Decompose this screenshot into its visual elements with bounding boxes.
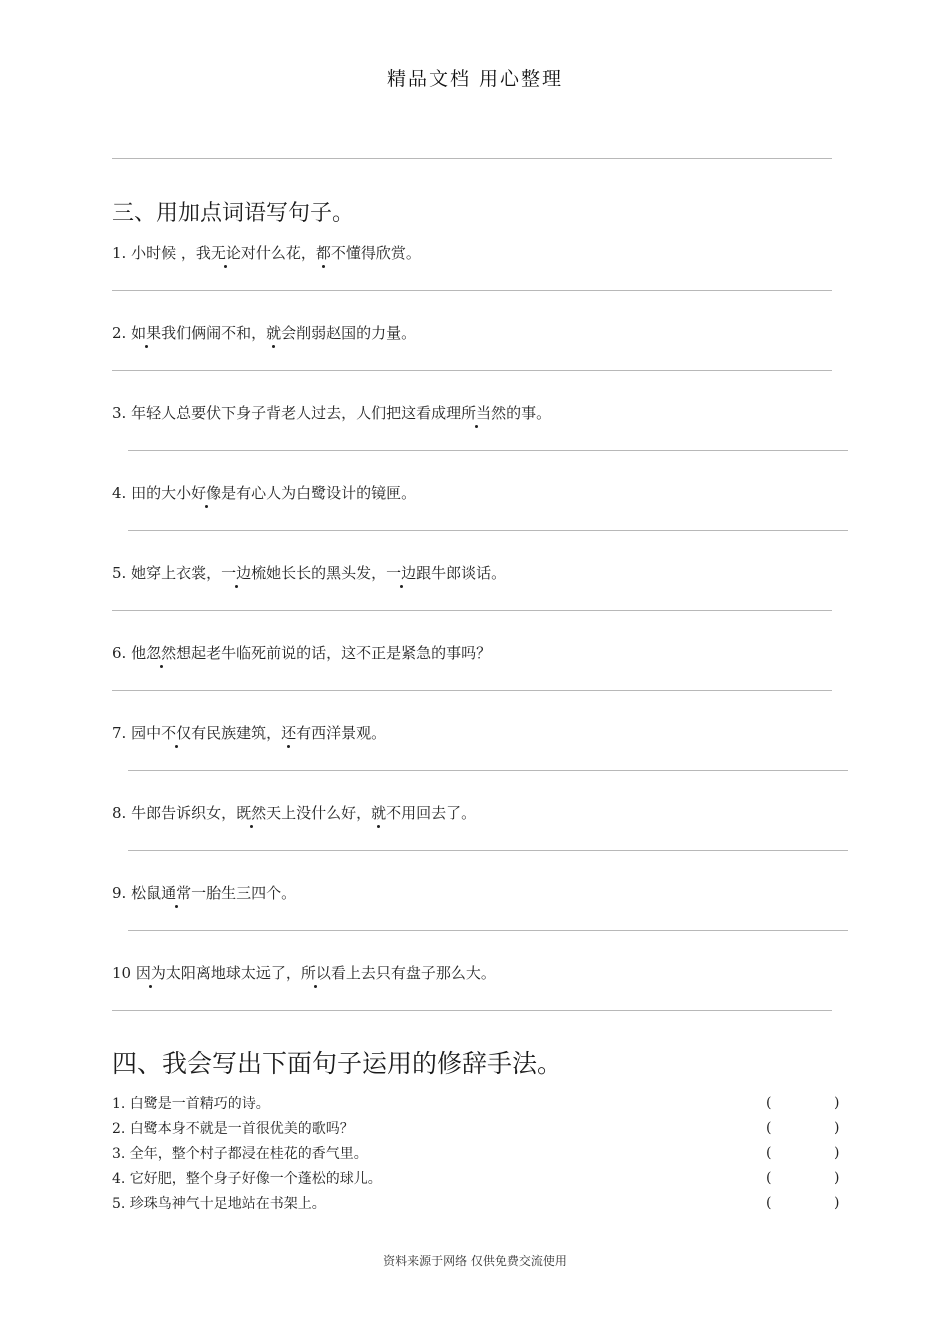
- emphasized-word: 所以: [300, 964, 331, 982]
- answer-line-10: [112, 1010, 832, 1011]
- emphasized-word: 好像: [191, 484, 222, 502]
- question-7: [112, 723, 386, 743]
- question-text: 看上去只有盘子那么大。: [330, 964, 496, 982]
- page-footer: 资料来源于网络 仅供免费交流使用: [383, 1254, 567, 1268]
- question-1: [112, 243, 421, 263]
- question-text: 3. 年轻人总要伏下身子背老人过去，人们把这看成: [112, 404, 447, 422]
- answer-line-7: [128, 770, 848, 771]
- question-text: 2.: [112, 324, 132, 342]
- emphasized-word: 还: [281, 724, 297, 742]
- emphasized-word: 一边: [221, 564, 252, 582]
- answer-bracket-close-4: ): [834, 1170, 840, 1186]
- question-text: 想起老牛临死前说的话，这不正是紧急的事吗？: [176, 644, 492, 662]
- answer-line-5: [112, 610, 832, 611]
- answer-line-6: [112, 690, 832, 691]
- rhetoric-question-3: 3. 全年，整个村子都浸在桂花的香气里。: [112, 1146, 368, 1162]
- emphasized-word: 不仅: [161, 724, 192, 742]
- answer-bracket-open-5: (: [766, 1195, 772, 1211]
- answer-bracket-close-5: ): [834, 1195, 840, 1211]
- question-6: [112, 643, 491, 663]
- answer-line-9: [128, 930, 848, 931]
- rhetoric-question-1: 1. 白鹭是一首精巧的诗。: [112, 1096, 270, 1112]
- answer-line-8: [128, 850, 848, 851]
- question-text: 对什么花，: [240, 244, 316, 262]
- answer-bracket-open-4: (: [766, 1170, 772, 1186]
- question-text: 不懂得欣赏。: [330, 244, 421, 262]
- question-text: 跟牛郎谈话。: [416, 564, 507, 582]
- emphasized-word: 如果: [131, 324, 162, 342]
- answer-line-2: [112, 370, 832, 371]
- question-10: [112, 963, 496, 983]
- answer-line-3: [128, 450, 848, 451]
- rhetoric-question-4: 4. 它好肥，整个身子好像一个蓬松的球儿。: [112, 1171, 382, 1187]
- emphasized-word: 都: [315, 244, 331, 262]
- question-text: 1. 小时候 ，我: [112, 244, 211, 262]
- question-text: 天上没什么好，: [266, 804, 372, 822]
- question-text: 不用回去了。: [386, 804, 477, 822]
- page-header: 精品文档 用心整理: [386, 68, 564, 90]
- question-text: 梳她长长的黑头发，: [251, 564, 387, 582]
- answer-bracket-open-2: (: [766, 1120, 772, 1136]
- question-text: 8. 牛郎告诉织女，: [112, 804, 237, 822]
- question-text: 太阳离地球太远了，: [165, 964, 301, 982]
- answer-bracket-close-1: ): [834, 1095, 840, 1111]
- question-3: [112, 403, 551, 423]
- question-text: 有西洋景观。: [296, 724, 387, 742]
- emphasized-word: 无论: [210, 244, 241, 262]
- question-text: 10: [112, 964, 136, 982]
- emphasized-word: 就: [266, 324, 282, 342]
- question-text: 是有心人为白鹭设计的镜匣。: [221, 484, 417, 502]
- answer-bracket-open-1: (: [766, 1095, 772, 1111]
- question-4: [112, 483, 416, 503]
- question-5: [112, 563, 506, 583]
- emphasized-word: 因为: [135, 964, 166, 982]
- question-text: 6. 他: [112, 644, 147, 662]
- rhetoric-question-5: 5. 珍珠鸟神气十足地站在书架上。: [112, 1196, 326, 1212]
- emphasized-word: 通常: [161, 884, 192, 902]
- answer-line-4: [128, 530, 848, 531]
- answer-bracket-close-2: ): [834, 1120, 840, 1136]
- divider-top: [112, 158, 832, 159]
- question-text: 4. 田的大小: [112, 484, 192, 502]
- emphasized-word: 就: [371, 804, 387, 822]
- emphasized-word: 既然: [236, 804, 267, 822]
- question-text: 有民族建筑，: [191, 724, 282, 742]
- section-3-title: 三、用加点词语写句子。: [112, 201, 355, 226]
- emphasized-word: 忽然: [146, 644, 177, 662]
- emphasized-word: 一边: [386, 564, 417, 582]
- answer-bracket-close-3: ): [834, 1145, 840, 1161]
- section-4-title: 四、我会写出下面句子运用的修辞手法。: [112, 1049, 563, 1078]
- emphasized-word: 理所当然: [446, 404, 507, 422]
- answer-line-1: [112, 290, 832, 291]
- rhetoric-question-2: 2. 白鹭本身不就是一首很优美的歌吗？: [112, 1121, 354, 1137]
- question-text: 一胎生三四个。: [191, 884, 297, 902]
- question-text: 会削弱赵国的力量。: [281, 324, 417, 342]
- question-2: [112, 323, 416, 343]
- question-8: [112, 803, 476, 823]
- question-text: 我们俩闹不和，: [161, 324, 267, 342]
- question-text: 5. 她穿上衣裳，: [112, 564, 222, 582]
- answer-bracket-open-3: (: [766, 1145, 772, 1161]
- question-9: [112, 883, 296, 903]
- question-text: 9. 松鼠: [112, 884, 162, 902]
- question-text: 7. 园中: [112, 724, 162, 742]
- question-text: 的事。: [506, 404, 552, 422]
